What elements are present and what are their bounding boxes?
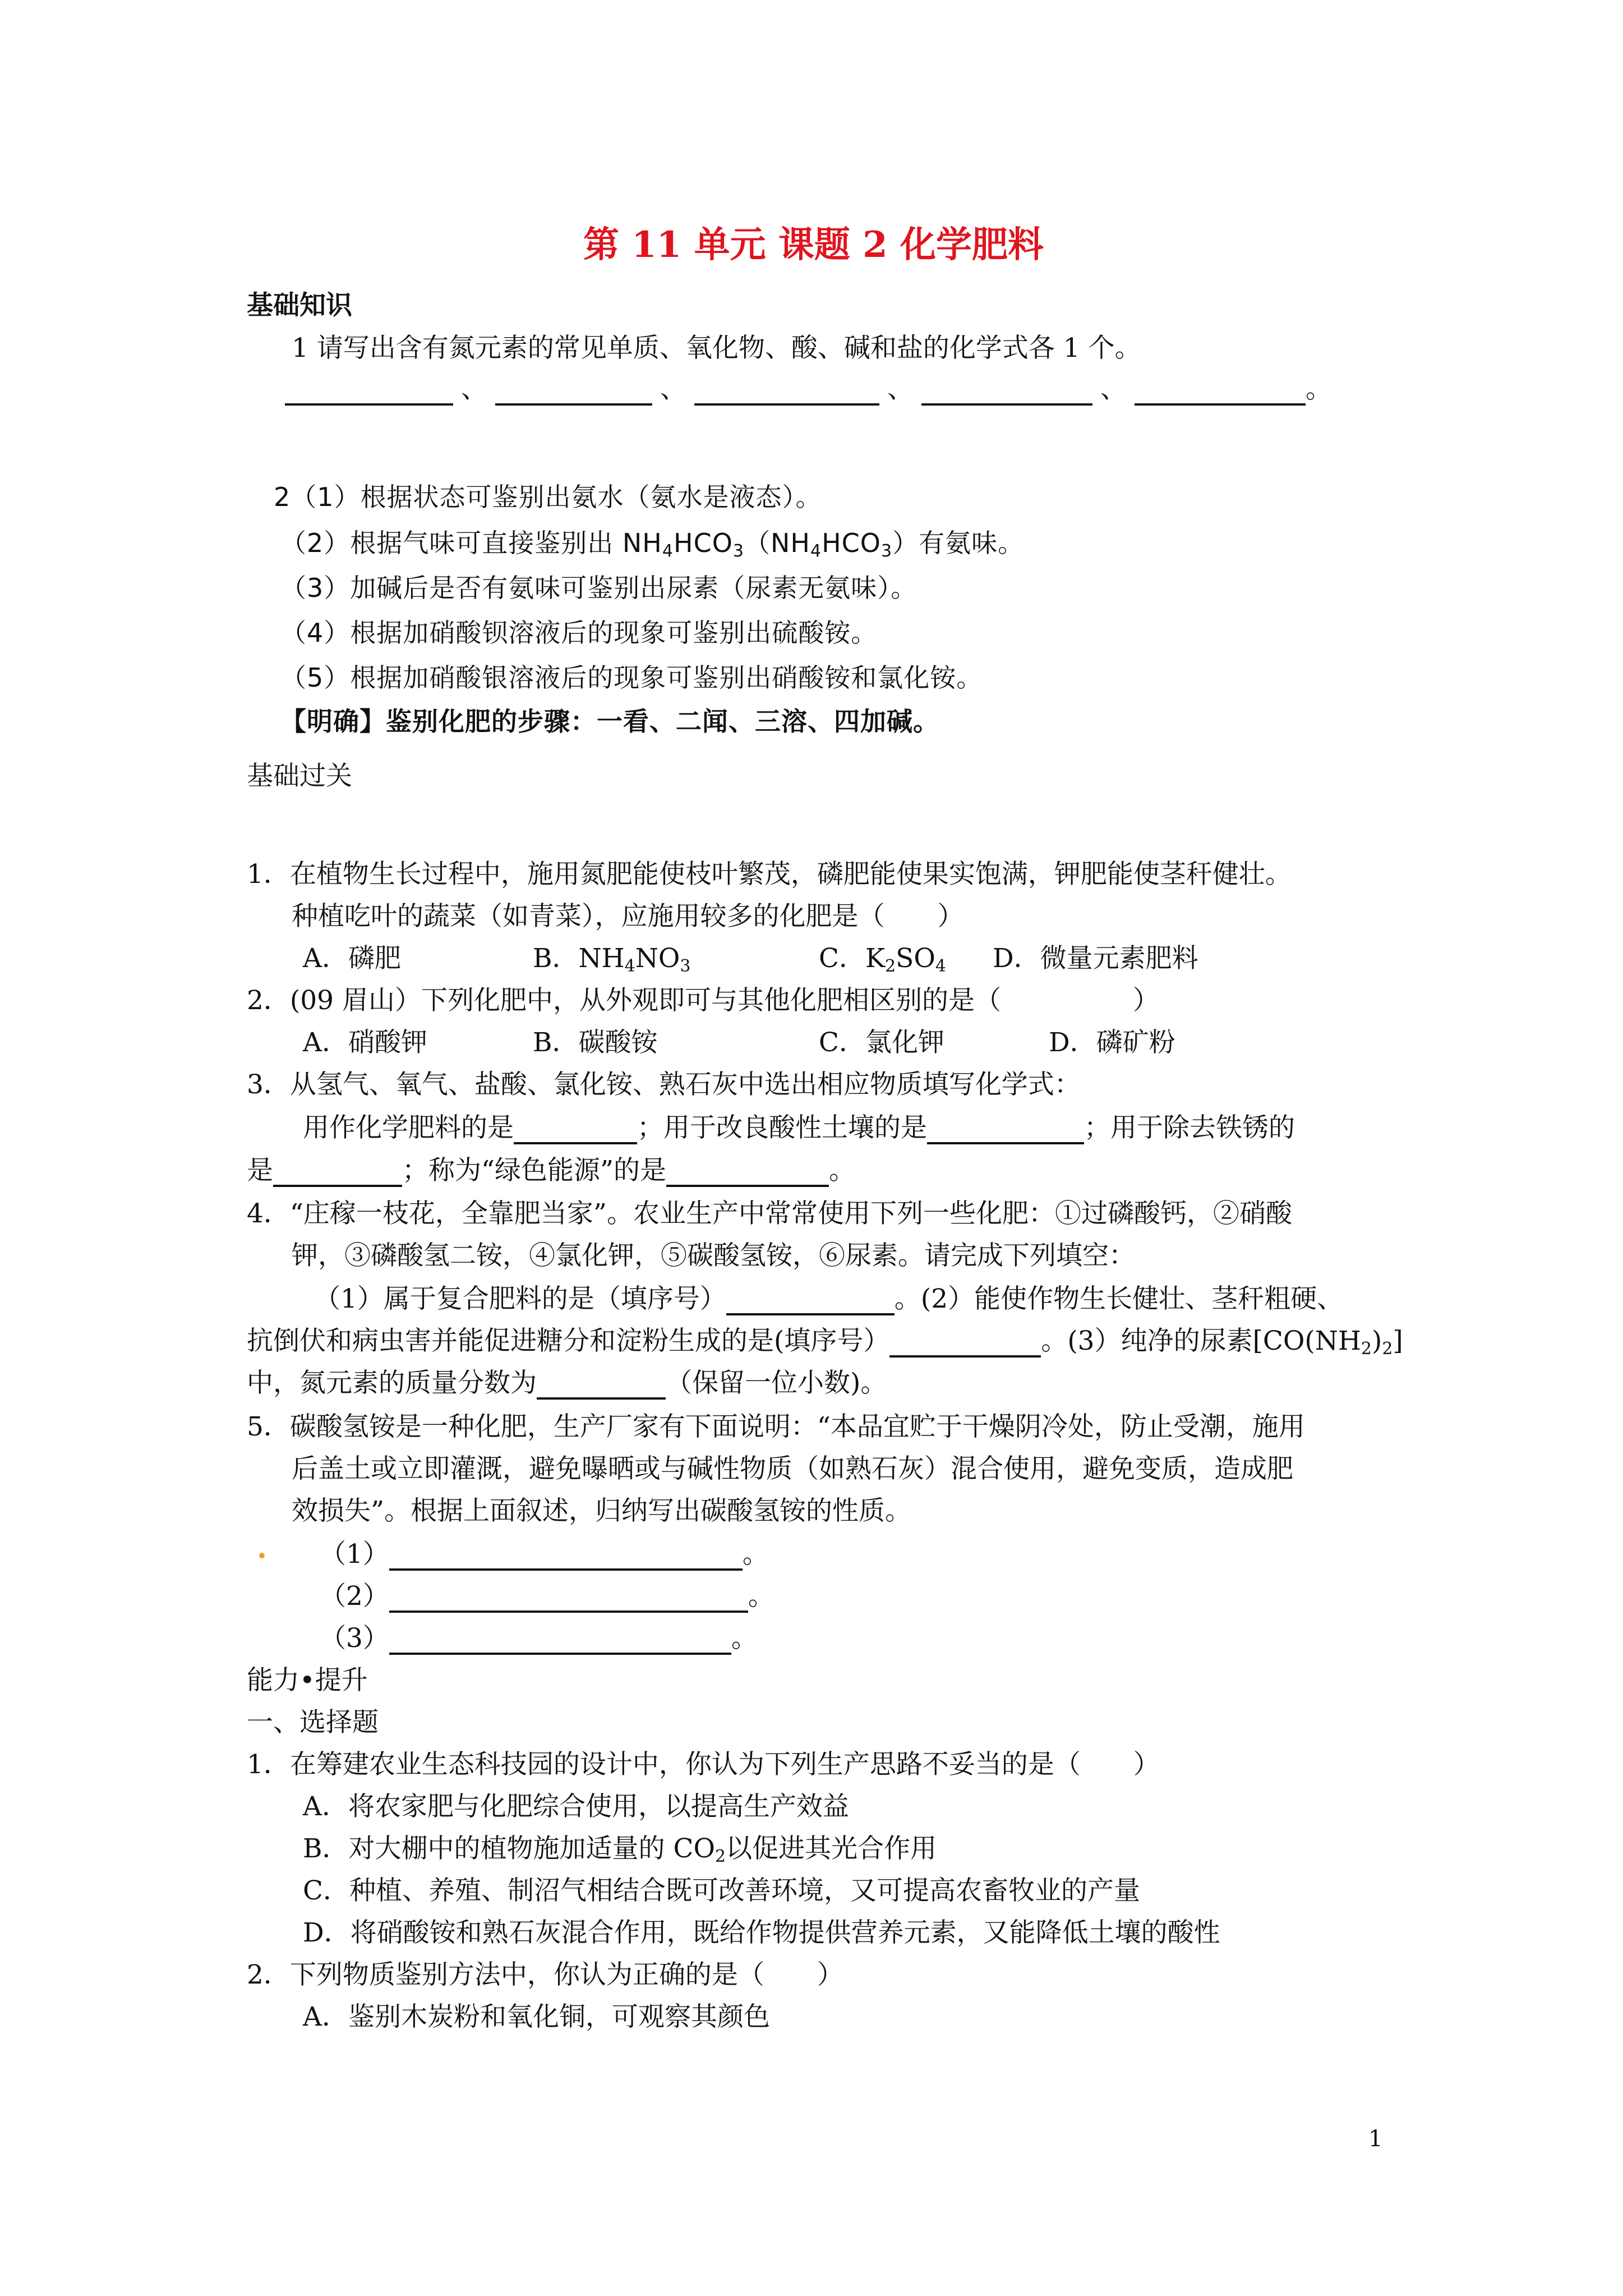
answer-line: （2） 。 <box>320 1581 774 1612</box>
answer-blank[interactable] <box>889 1331 1041 1358</box>
answer-blank[interactable] <box>726 1289 895 1315</box>
answer-blank[interactable] <box>389 1628 731 1655</box>
option-a[interactable]: A．鉴别木炭粉和氧化铜，可观察其颜色 <box>303 2001 770 2032</box>
question-text: 3．从氢气、氧气、盐酸、氯化铵、熟石灰中选出相应物质填写化学式： <box>247 1069 1081 1100</box>
answer-blank[interactable] <box>495 379 652 406</box>
question-text: 后盖土或立即灌溉，避免曝晒或与碱性物质（如熟石灰）混合使用，避免变质，造成肥 <box>292 1453 1293 1484</box>
section-heading-ability: 能力•提升 <box>247 1665 368 1696</box>
option-a[interactable]: A．将农家肥与化肥综合使用，以提高生产效益 <box>303 1791 849 1822</box>
question-text: 2．(09 眉山）下列化肥中，从外观即可与其他化肥相区别的是（ ） <box>247 985 1159 1016</box>
question-text: 5．碳酸氢铵是一种化肥，生产厂家有下面说明：“本品宜贮于干燥阴冷处，防止受潮，施用 <box>247 1411 1305 1442</box>
section-heading-basic-pass: 基础过关 <box>247 761 352 792</box>
option-b[interactable]: B．对大棚中的植物施加适量的 $CO_2$以促进其光合作用 <box>303 1833 937 1866</box>
option-b[interactable]: B．碳酸铵 <box>533 1027 658 1058</box>
stray-mark <box>259 1553 265 1558</box>
option-a[interactable]: A．硝酸钾 <box>303 1027 427 1058</box>
question-text: 2．下列物质鉴别方法中，你认为正确的是（ ） <box>247 1959 843 1990</box>
question-text: 钾，③磷酸氢二铵，④氯化钾，⑤碳酸氢铵，⑥尿素。请完成下列填空： <box>292 1240 1135 1271</box>
knowledge-item: （4）根据加硝酸钡溶液后的现象可鉴别出硫酸铵。 <box>280 618 878 648</box>
answer-blank[interactable] <box>537 1373 666 1400</box>
answer-line: （3） 。 <box>320 1623 758 1654</box>
option-c[interactable]: C．$K_2SO_4$ <box>819 943 946 976</box>
answer-blank[interactable] <box>285 379 453 406</box>
knowledge-summary: 【明确】鉴别化肥的步骤：一看、二闻、三溶、四加碱。 <box>280 706 939 737</box>
answer-blank[interactable] <box>273 1160 402 1187</box>
option-c[interactable]: C．氯化钾 <box>819 1027 944 1058</box>
knowledge-item: （3）加碱后是否有氨味可鉴别出尿素（尿素无氨味）。 <box>280 573 917 603</box>
option-d[interactable]: D．将硝酸铵和熟石灰混合作用，既给作物提供营养元素，又能降低土壤的酸性 <box>303 1917 1220 1948</box>
option-d[interactable]: D．微量元素肥料 <box>993 943 1198 974</box>
question-text: 中，氮元素的质量分数为 （保留一位小数)。 <box>247 1368 887 1398</box>
answer-blank[interactable] <box>921 379 1092 406</box>
answer-blank[interactable] <box>694 379 879 406</box>
knowledge-item: （5）根据加硝酸银溶液后的现象可鉴别出硝酸铵和氯化铵。 <box>280 662 983 693</box>
page-number: 1 <box>1368 2126 1383 2152</box>
question-text: 抗倒伏和病虫害并能促进糖分和淀粉生成的是(填序号） 。(3）纯净的尿素$[CO(NH_2)_2]$ <box>247 1326 1403 1359</box>
option-d[interactable]: D．磷矿粉 <box>1049 1027 1175 1058</box>
question-text: 效损失”。根据上面叙述，归纳写出碳酸氢铵的性质。 <box>292 1496 912 1526</box>
answer-blank[interactable] <box>1135 379 1306 406</box>
answer-blank[interactable] <box>927 1117 1084 1144</box>
answer-blank[interactable] <box>389 1586 748 1613</box>
question-text: （1）属于复合肥料的是（填序号） 。(2）能使作物生长健壮、茎秆粗硬、 <box>314 1283 1344 1314</box>
question-text: 是 ；称为“绿色能源”的是 。 <box>247 1155 856 1186</box>
option-b[interactable]: B．$NH_4NO_3$ <box>533 943 691 976</box>
question-text: 1 请写出含有氮元素的常见单质、氧化物、酸、碱和盐的化学式各 1 个。 <box>292 333 1141 364</box>
answer-line: （1） 。 <box>320 1539 769 1570</box>
answer-blank-row: 、 、 、 、 。 <box>285 373 1332 406</box>
option-a[interactable]: A．磷肥 <box>303 943 401 974</box>
knowledge-item: （2）根据气味可直接鉴别出 $NH_4HCO_3(NH_4HCO_3)$有氨味。 <box>280 528 1025 561</box>
answer-blank[interactable] <box>514 1117 637 1144</box>
question-text: 4．“庄稼一枝花，全靠肥当家”。农业生产中常常使用下列一些化肥：①过磷酸钙，②硝酸 <box>247 1198 1292 1229</box>
answer-blank[interactable] <box>666 1160 829 1187</box>
question-text: 1．在筹建农业生态科技园的设计中，你认为下列生产思路不妥当的是（ ） <box>247 1749 1160 1780</box>
subsection-heading: 一、选择题 <box>247 1707 379 1738</box>
question-text: 用作化学肥料的是 ；用于改良酸性土壤的是 ；用于除去铁锈的 <box>303 1112 1295 1143</box>
knowledge-item: 2（1）根据状态可鉴别出氨水（氨水是液态）。 <box>274 482 822 512</box>
section-heading-basic-knowledge: 基础知识 <box>247 290 352 321</box>
page-title: 第 11 单元 课题 2 化学肥料 <box>583 224 1044 266</box>
question-text: 种植吃叶的蔬菜（如青菜），应施用较多的化肥是（ ） <box>292 901 964 932</box>
option-c[interactable]: C．种植、养殖、制沼气相结合既可改善环境，又可提高农畜牧业的产量 <box>303 1875 1140 1906</box>
answer-blank[interactable] <box>389 1544 743 1571</box>
question-text: 1．在植物生长过程中，施用氮肥能使枝叶繁茂，磷肥能使果实饱满，钾肥能使茎秆健壮。 <box>247 859 1292 890</box>
